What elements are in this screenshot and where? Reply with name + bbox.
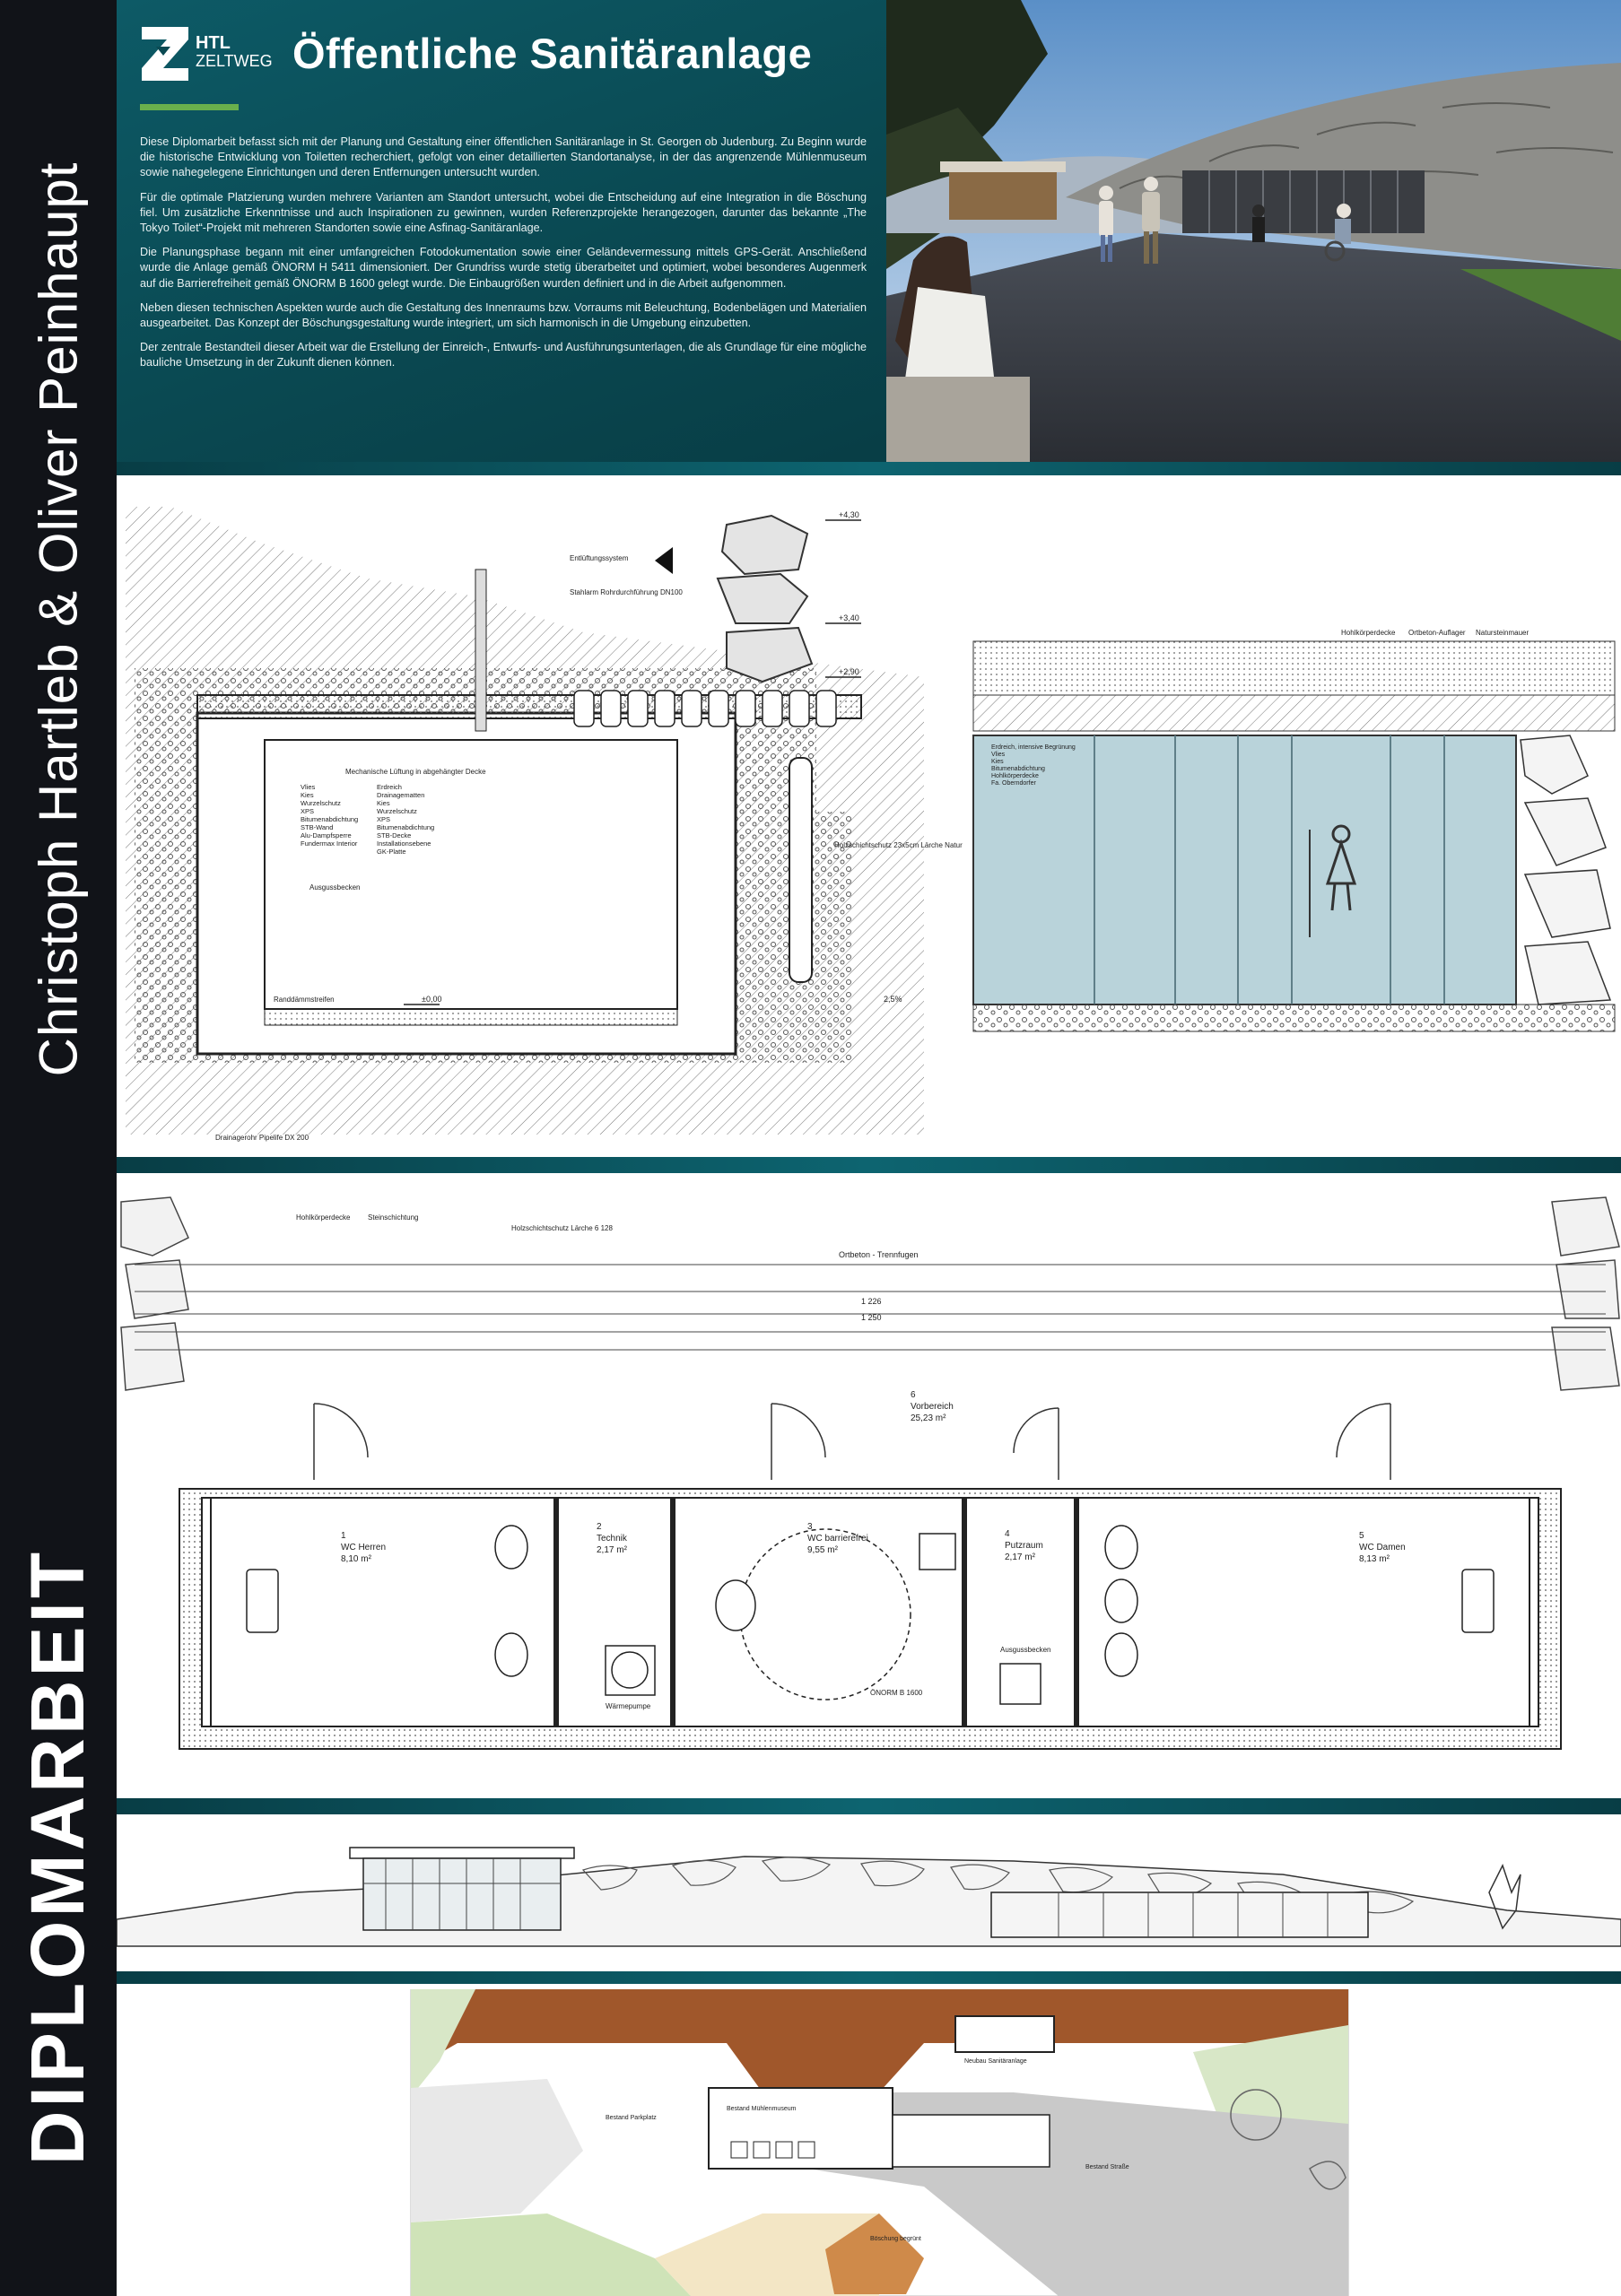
dim-total: 1 250 — [861, 1313, 882, 1322]
facade-layer: Fa. Oberndorfer — [991, 780, 1036, 787]
room-area: 8,13 m² — [1359, 1554, 1390, 1564]
elevation-svg — [117, 1821, 1621, 1955]
facade-label-3: Natursteinmauer — [1476, 629, 1529, 637]
layer-text: Alu-Dampfsperre — [301, 831, 352, 839]
layer-text: STB-Wand — [301, 823, 334, 831]
room-name: Technik — [597, 1534, 627, 1544]
edge-label: Randdämmstreifen — [274, 996, 335, 1004]
accent-bar — [140, 104, 239, 110]
site-label: Böschung begrünt — [870, 2236, 921, 2242]
sidebar — [0, 0, 117, 2296]
room-name: WC Damen — [1359, 1543, 1406, 1552]
room-number: 4 — [1005, 1529, 1010, 1539]
plan-label-holz: Holzschichtschutz Lärche 6 128 — [511, 1224, 613, 1232]
site-plan-svg — [117, 1989, 1621, 2296]
divider-band — [117, 1798, 1621, 1814]
layer-text: Installationsebene — [377, 839, 431, 848]
layer-text: Wurzelschutz — [377, 807, 417, 815]
layer-text: Drainagematten — [377, 791, 425, 799]
level-3: +2,90 — [839, 667, 859, 676]
layer-text: Kies — [377, 799, 390, 807]
facade-layer: Bitumenabdichtung — [991, 766, 1045, 772]
drain-label: Drainagerohr Pipelife DX 200 — [215, 1134, 309, 1142]
ventilation-label: Mechanische Lüftung in abgehängter Decke — [345, 768, 486, 776]
facade-label-1: Hohlkörperdecke — [1341, 629, 1396, 637]
render-illustration — [886, 0, 1621, 462]
site-label: Neubau Sanitäranlage — [964, 2058, 1027, 2065]
level-1: +4,30 — [839, 510, 859, 519]
layer-text: STB-Decke — [377, 831, 412, 839]
room-number: 2 — [597, 1522, 602, 1532]
site-label: Bestand Parkplatz — [606, 2115, 657, 2121]
facade-label-2: Ortbeton-Auflager — [1408, 629, 1466, 637]
header-panel — [117, 0, 886, 475]
room-number: 5 — [1359, 1531, 1364, 1541]
authors-wrap — [0, 161, 117, 1076]
layer-text: Fundermax Interior — [301, 839, 358, 848]
room-area: 2,17 m² — [1005, 1552, 1035, 1562]
site-plan — [117, 1989, 1621, 2296]
room-number: 3 — [807, 1522, 813, 1532]
intro-paragraph: Neben diesen technischen Aspekten wurde auch die Gestaltung des Innenraums bzw. Vorraums mit Beleuchtung, Bodenbelägen und Materialien ausgearbeitet. Das Konzept der Böschungsgestaltung wurde integriert, um sich harmonisch in die Umgebung einzubetten. — [140, 300, 867, 330]
elevation — [117, 1821, 1621, 1955]
room-name: WC barrierefrei — [807, 1534, 868, 1544]
wood-label: Holzschichtschutz 23x5cm Lärche Natur — [834, 841, 963, 849]
layer-text: XPS — [377, 815, 391, 823]
oenorm-label: ÖNORM B 1600 — [870, 1689, 923, 1697]
room-number: 1 — [341, 1531, 346, 1541]
room-area: 25,23 m² — [911, 1413, 946, 1423]
room-area: 9,55 m² — [807, 1545, 838, 1555]
drain-floor-label: Ausgussbecken — [309, 883, 361, 891]
intro-text — [140, 135, 867, 380]
facade-detail — [973, 629, 1615, 1031]
room-name: Vorbereich — [911, 1402, 954, 1412]
diplom-wrap — [0, 1548, 117, 2165]
facade-layer: Kies — [991, 759, 1004, 765]
diplomarbeit-label: DIPLOMARBEIT — [15, 1548, 100, 2165]
divider-band — [117, 1971, 1621, 1984]
level-4: ±0,00 — [422, 995, 442, 1004]
site-label: Bestand Straße — [1085, 2164, 1129, 2170]
logo-line1: HTL — [196, 33, 231, 53]
room-number: 6 — [911, 1390, 916, 1400]
intro-paragraph: Diese Diplomarbeit befasst sich mit der Planung und Gestaltung einer öffentlichen Sanitäranlage in St. Georgen ob Judenburg. Zu Beginn wurde die historische Entwicklung von Toiletten recherchiert, gefolgt von einer detaillierten Standortanalyse, in der das angrenzende Mühlenmuseum sowie nahegelegene Einrichtungen und deren Entfernungen untersucht wurden. — [140, 135, 867, 179]
level-2: +3,40 — [839, 613, 859, 622]
intro-paragraph: Die Planungsphase begann mit einer umfangreichen Fotodokumentation sowie einer Geländevermessung mittels GPS-Gerät. Anschließend wurde die Anlage gemäß ÖNORM H 5411 dimensioniert. Der Grundriss wurde stetig überarbeitet und optimiert, wobei besonderes Augenmerk auf die Barrierefreiheit gemäß ÖNORM B 1600 gelegt wurde. Die Einbaugrößen wurden definiert und in die Arbeit aufgenommen. — [140, 246, 867, 290]
layer-text: Wurzelschutz — [301, 799, 341, 807]
pump-label: Wärmepumpe — [606, 1702, 651, 1710]
render-image — [886, 0, 1621, 462]
floor-plan-svg — [117, 1184, 1621, 1794]
site-label: Bestand Mühlenmuseum — [727, 2106, 797, 2112]
facade-layer: Hohlkörperdecke — [991, 773, 1039, 779]
pipe-label: Stahlarm Rohrdurchführung DN100 — [570, 588, 683, 596]
facade-layer: Erdreich, intensive Begrünung — [991, 744, 1076, 751]
section-drawing — [117, 489, 1621, 1152]
intro-paragraph: Für die optimale Platzierung wurden mehrere Varianten am Standort untersucht, wobei die Entscheidung auf eine Integration in die Böschung fiel. Um zusätzliche Erkenntnisse und auch Inspirationen zu gewinnen, wurden Referenzprojekte herangezogen, darunter das bekannte „The Tokyo Toilet“-Projekt mit mehreren Standorten sowie eine Asfinag-Sanitäranlage. — [140, 190, 867, 235]
dim-ortbeton: Ortbeton - Trennfugen — [839, 1250, 919, 1259]
intro-paragraph: Der zentrale Bestandteil dieser Arbeit war die Erstellung der Einreich-, Entwurfs- und Ausführungsunterlagen, die als Grundlage für eine mögliche bauliche Umsetzung in der Zukunft dienen können. — [140, 341, 867, 370]
room-name: WC Herren — [341, 1543, 387, 1552]
plan-label-decke: Hohlkörperdecke — [296, 1213, 351, 1222]
divider-band — [117, 1157, 1621, 1173]
plan-label-stein: Steinschichtung — [368, 1213, 419, 1222]
ausguss-label: Ausgussbecken — [1000, 1646, 1051, 1654]
layer-text: Bitumenabdichtung — [301, 815, 359, 823]
layer-text: Kies — [301, 791, 314, 799]
layer-text: Bitumenabdichtung — [377, 823, 435, 831]
authors-text: Christoph Hartleb & Oliver Peinhaupt — [28, 161, 89, 1076]
section-drawing-svg — [117, 489, 1621, 1152]
layer-text: Erdreich — [377, 783, 402, 791]
page-title: Öffentliche Sanitäranlage — [292, 30, 813, 77]
room-area: 2,17 m² — [597, 1545, 627, 1555]
layer-text: Vlies — [301, 783, 316, 791]
room-area: 8,10 m² — [341, 1554, 371, 1564]
logo-line2: ZELTWEG — [196, 52, 273, 70]
layer-text: GK-Platte — [377, 848, 406, 856]
room-name: Putzraum — [1005, 1541, 1043, 1551]
vent-label: Entlüftungssystem — [570, 554, 629, 562]
floor-plan — [117, 1184, 1621, 1794]
logo-text — [196, 34, 273, 70]
dim-inner: 1 226 — [861, 1297, 882, 1306]
slope-label: 2,5% — [884, 995, 902, 1004]
layer-text: XPS — [301, 807, 315, 815]
facade-layer: Vlies — [991, 752, 1006, 758]
divider-band — [117, 462, 1621, 475]
